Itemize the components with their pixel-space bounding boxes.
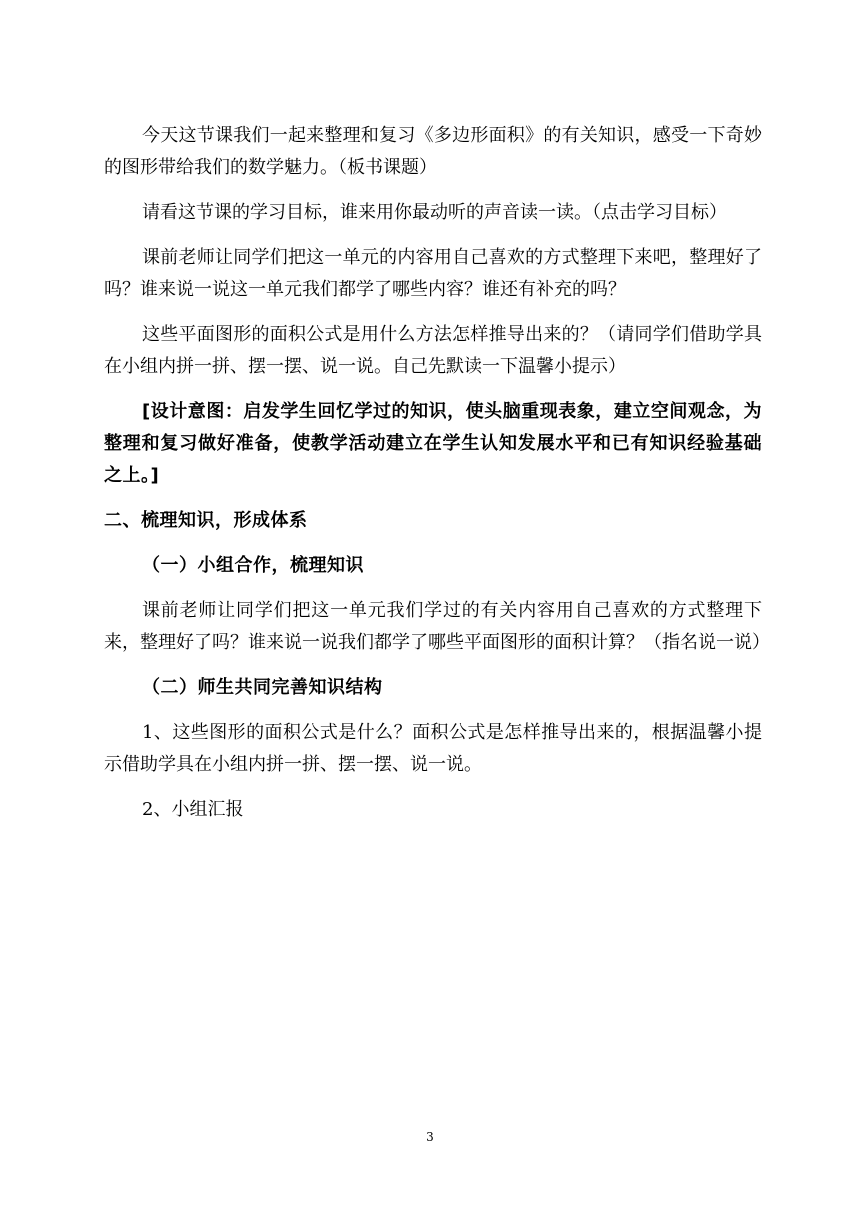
subsection-heading-2: （二）师生共同完善知识结构 xyxy=(142,677,383,698)
subsection-heading-1: （一）小组合作，梳理知识 xyxy=(142,555,364,576)
paragraph-step-1: 1、这些图形的面积公式是什么？面积公式是怎样推导出来的，根据温馨小提示借助学具在小组内拼一拼、摆一摆、说一说。 xyxy=(104,722,762,775)
document-page xyxy=(104,120,770,826)
paragraph-step-2: 2、小组汇报 xyxy=(142,799,244,820)
paragraph-group-work: 课前老师让同学们把这一单元我们学过的有关内容用自己喜欢的方式整理下来，整理好了吗？谁来说一说我们都学了哪些平面图形的面积计算？（指名说一说） xyxy=(104,600,770,653)
page-number: 3 xyxy=(426,1130,434,1144)
paragraph-learning-goals: 请看这节课的学习目标，谁来用你最动听的声音读一读。（点击学习目标） xyxy=(142,202,727,223)
design-intent-note: [设计意图：启发学生回忆学过的知识，使头脑重现表象，建立空间观念，为整理和复习做好准备，使教学活动建立在学生认知发展水平和已有知识经验基础之上。] xyxy=(104,401,762,486)
section-heading-2: 二、梳理知识，形成体系 xyxy=(104,510,308,531)
paragraph-formula-derivation: 这些平面图形的面积公式是用什么方法怎样推导出来的？（请同学们借助学具在小组内拼一拼、摆一摆、说一说。自己先默读一下温馨小提示） xyxy=(104,324,762,377)
paragraph-intro: 今天这节课我们一起来整理和复习《多边形面积》的有关知识，感受一下奇妙的图形带给我们的数学魅力。（板书课题） xyxy=(104,125,762,178)
paragraph-unit-review: 课前老师让同学们把这一单元的内容用自己喜欢的方式整理下来吧，整理好了吗？谁来说一说这一单元我们都学了哪些内容？谁还有补充的吗？ xyxy=(104,247,762,300)
